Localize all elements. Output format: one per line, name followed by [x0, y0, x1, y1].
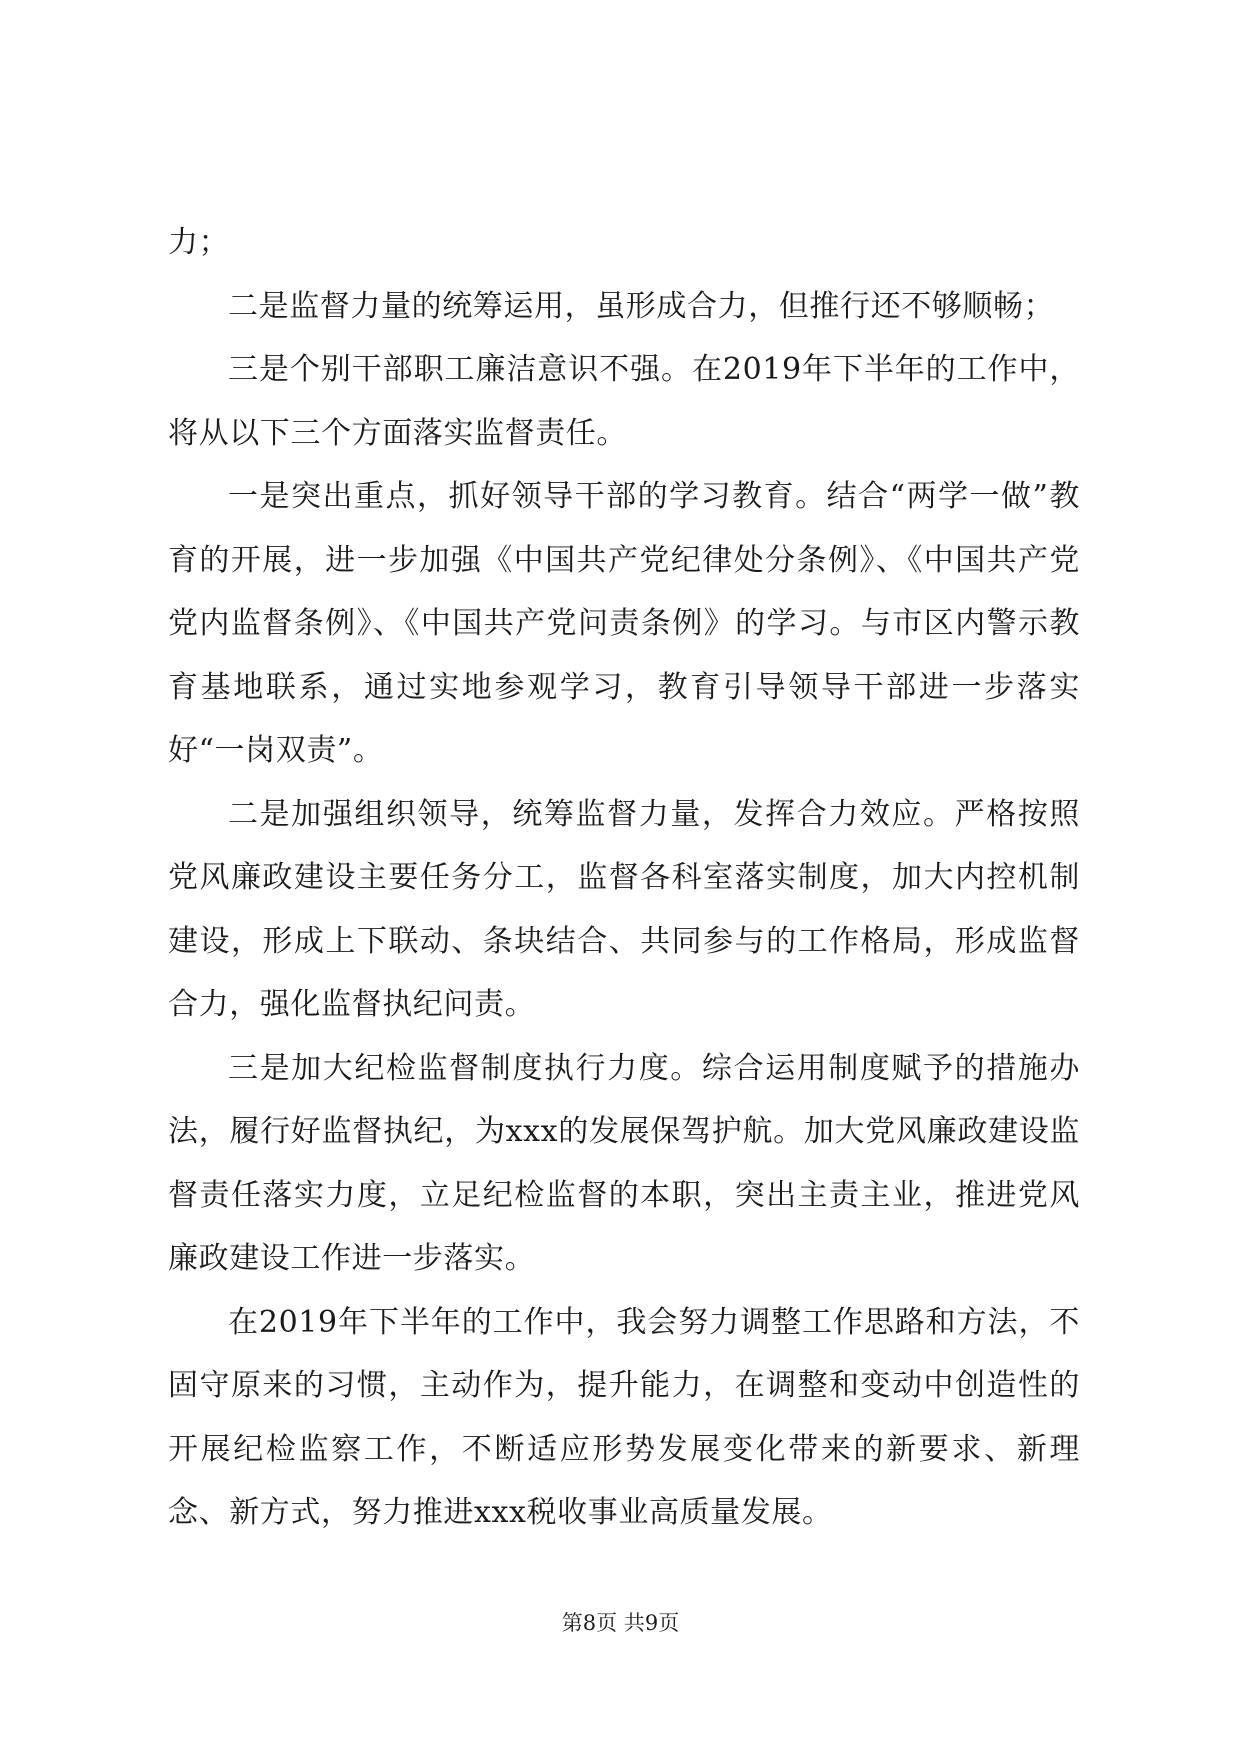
page-number-label: 第8页 共9页 — [561, 1611, 680, 1635]
paragraph-continuation: 力； — [168, 225, 230, 260]
paragraph-conclusion: 在2019年下半年的工作中，我会努力调整工作思路和方法，不固守原来的习惯，主动作为，提升能力，在调整和变动中创造性的开展纪检监察工作，不断适应形势发展变化带来的新要求、新理念、新方式，努力推进xxx税收事业高质量发展。 — [168, 1304, 1080, 1530]
paragraph-measure-three: 三是加大纪检监督制度执行力度。综合运用制度赋予的措施办法，履行好监督执纪，为xxx的发展保驾护航。加大党风廉政建设监督责任落实力度，立足纪检监督的本职，突出主责主业，推进党风廉政建设工作进一步落实。 — [168, 1050, 1080, 1276]
paragraph-measure-two: 二是加强组织领导，统筹监督力量，发挥合力效应。严格按照党风廉政建设主要任务分工，监督各科室落实制度，加大内控机制建设，形成上下联动、条块结合、共同参与的工作格局，形成监督合力，强化监督执纪问责。 — [168, 796, 1080, 1022]
paragraph-issue-three: 三是个别干部职工廉洁意识不强。在2019年下半年的工作中，将从以下三个方面落实监督责任。 — [168, 352, 1080, 451]
body-text — [168, 211, 1080, 1545]
paragraph-measure-one: 一是突出重点，抓好领导干部的学习教育。结合“两学一做”教育的开展，进一步加强《中国共产党纪律处分条例》、《中国共产党党内监督条例》、《中国共产党问责条例》的学习。与市区内警示教育基地联系，通过实地参观学习，教育引导领导干部进一步落实好“一岗双责”。 — [168, 479, 1080, 768]
page-footer — [0, 1608, 1241, 1638]
paragraph-issue-two: 二是监督力量的统筹运用，虽形成合力，但推行还不够顺畅； — [228, 288, 1055, 324]
